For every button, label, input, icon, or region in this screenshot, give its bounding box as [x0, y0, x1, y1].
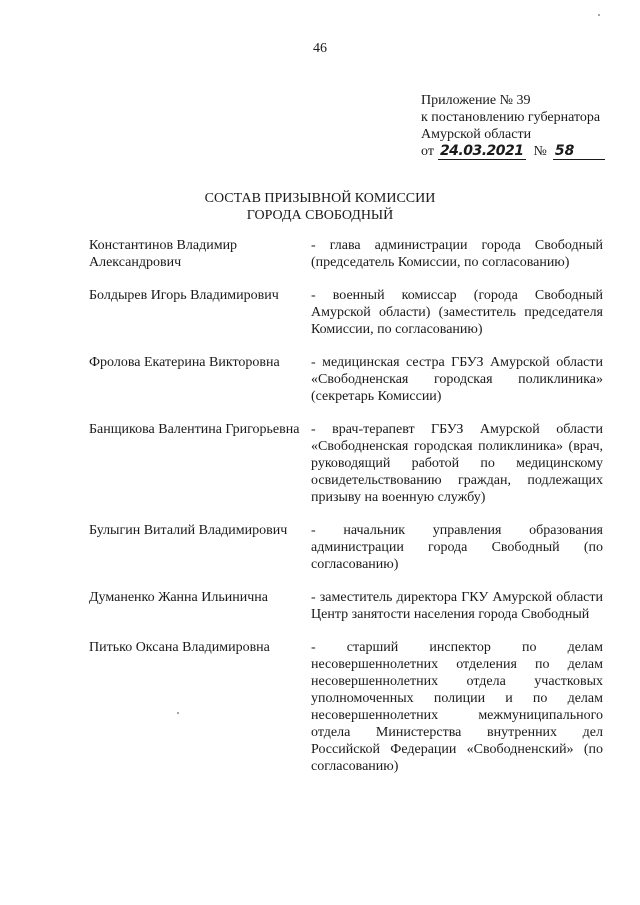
handwritten-number: 58 [553, 144, 605, 160]
member-role: - начальник управления образования администрации города Свободный (по согласованию) [311, 523, 603, 572]
member-row [89, 287, 603, 338]
member-name: Болдырев Игорь Владимирович [89, 288, 279, 303]
member-row [89, 421, 603, 506]
member-name: Питько Оксана Владимировна [89, 640, 270, 655]
document-title [0, 190, 640, 224]
member-name: Банщикова Валентина Григорьевна [89, 422, 300, 437]
scan-speck [598, 14, 600, 16]
member-row [89, 639, 603, 775]
member-name: Константинов Владимир Александрович [89, 238, 238, 270]
member-name: Булыгин Виталий Владимирович [89, 523, 288, 538]
member-row [89, 237, 603, 271]
date-prefix: от [421, 144, 434, 159]
member-role: - заместитель директора ГКУ Амурской области Центр занятости населения города Свободный [311, 590, 603, 622]
member-role: - медицинская сестра ГБУЗ Амурской области «Свободненская городская поликлиника» (секретарь Комиссии) [311, 355, 603, 404]
members-list [89, 237, 603, 791]
member-name: Фролова Екатерина Викторовна [89, 355, 280, 370]
appendix-block [421, 92, 621, 160]
number-label: № [533, 144, 547, 159]
member-name: Думаненко Жанна Ильинична [89, 590, 268, 605]
member-row [89, 589, 603, 623]
handwritten-date: 24.03.2021 [439, 143, 524, 159]
member-row [89, 354, 603, 405]
scan-speck [177, 712, 179, 714]
member-role: - старший инспектор по делам несовершеннолетних отделения по делам несовершеннолетних отдела участковых уполномоченных полиции и по делам несовершеннолетних межмуниципального отдела Министерства внутренних дел Российской Федерации «Свободненский» (по согласованию) [311, 640, 603, 774]
member-role: - глава администрации города Свободный (председатель Комиссии, по согласованию) [311, 238, 603, 270]
appendix-line-1: Приложение № 39 [421, 93, 531, 108]
appendix-line-3: Амурской области [421, 127, 532, 142]
title-line-1: СОСТАВ ПРИЗЫВНОЙ КОМИССИИ [204, 191, 436, 206]
member-role: - военный комиссар (города Свободный Амурской области) (заместитель председателя Комиссии, по согласованию) [311, 288, 603, 337]
member-role: - врач-терапевт ГБУЗ Амурской области «Свободненская городская поликлиника» (врач, руководящий работой по медицинскому освидетельствованию граждан, подлежащих призыву на военную службу) [311, 422, 603, 505]
appendix-sign-line [421, 143, 621, 160]
member-row [89, 522, 603, 573]
page-number: 46 [313, 41, 327, 56]
appendix-line-2: к постановлению губернатора [421, 110, 601, 125]
title-line-2: ГОРОДА СВОБОДНЫЙ [246, 208, 394, 223]
